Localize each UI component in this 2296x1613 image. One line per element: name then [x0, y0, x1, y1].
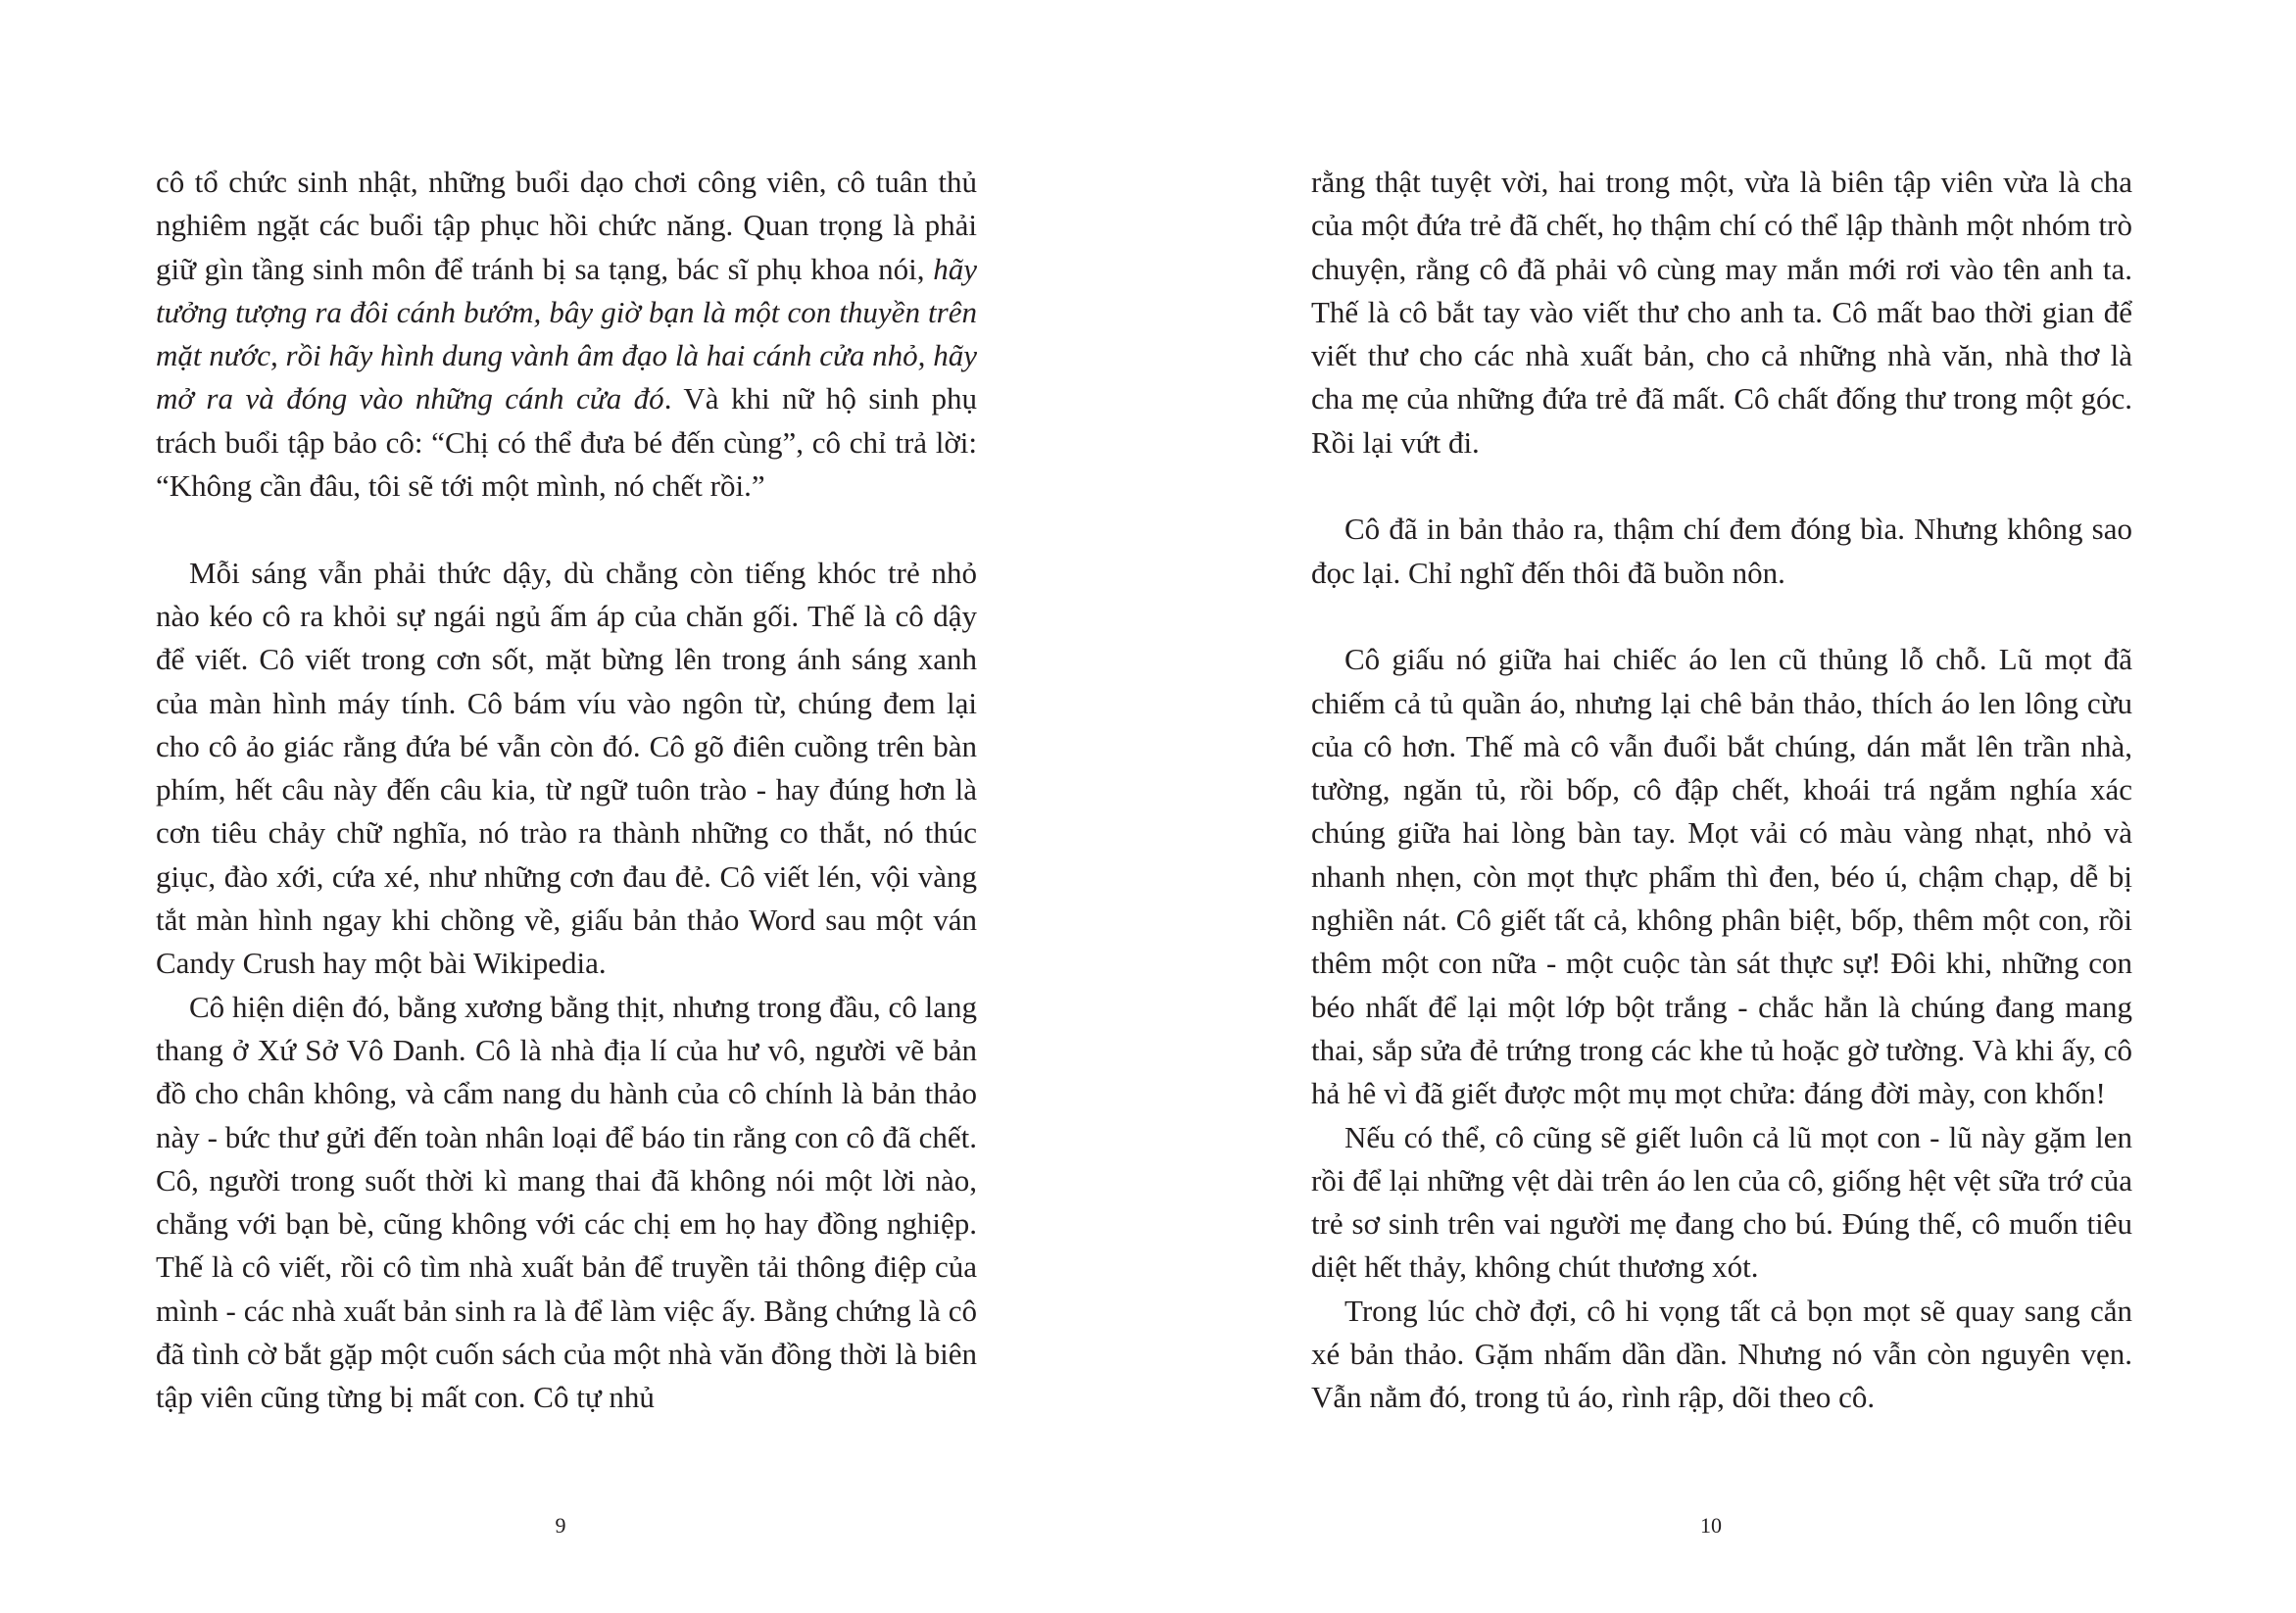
text-run: . Và khi nữ hộ sinh phụ trách buổi tập bảo cô: “Chị có thể đưa bé đến cùng”, cô chỉ trả lời: “Không cần đâu, tôi sẽ tới một mình, nó chết rồi.” — [156, 381, 977, 504]
right-page-text — [1311, 161, 2132, 1420]
paragraph: Mỗi sáng vẫn phải thức dậy, dù chẳng còn tiếng khóc trẻ nhỏ nào kéo cô ra khỏi sự ngái ngủ ấm áp của chăn gối. Thế là cô dậy để viết. Cô viết trong cơn sốt, mặt bừng lên trong ánh sáng xanh của màn hình máy tính. Cô bám víu vào ngôn từ, chúng đem lại cho cô ảo giác rằng đứa bé vẫn còn đó. Cô gõ điên cuồng trên bàn phím, hết câu này đến câu kia, từ ngữ tuôn trào - hay đúng hơn là cơn tiêu chảy chữ nghĩa, nó trào ra thành những co thắt, nó thúc giục, đào xới, cứa xé, như những cơn đau đẻ. Cô viết lén, vội vàng tắt màn hình ngay khi chồng về, giấu bản thảo Word sau một ván Candy Crush hay một bài Wikipedia. — [156, 555, 977, 981]
paragraph: rằng thật tuyệt vời, hai trong một, vừa là biên tập viên vừa là cha của một đứa trẻ đã chết, họ thậm chí có thể lập thành một nhóm trò chuyện, rằng cô đã phải vô cùng may mắn mới rơi vào tên anh ta. Thế là cô bắt tay vào viết thư cho anh ta. Cô mất bao thời gian để viết thư cho các nhà xuất bản, cho cả những nhà văn, nhà thơ là cha mẹ của những đứa trẻ đã mất. Cô chất đống thư trong một góc. Rồi lại vứt đi. — [1311, 165, 2132, 460]
paragraph: Cô đã in bản thảo ra, thậm chí đem đóng bìa. Nhưng không sao đọc lại. Chỉ nghĩ đến thôi đã buồn nôn. — [1311, 512, 2132, 590]
italic-text-run: hãy tưởng tượng ra đôi cánh bướm, bây giờ bạn là một con thuyền trên mặt nước, rồi hãy hình dung vành âm đạo là hai cánh cửa nhỏ, hãy mở ra và đóng vào những cánh cửa đó — [156, 251, 977, 416]
page-number: 10 — [1700, 1513, 1722, 1538]
page-number: 9 — [555, 1513, 566, 1538]
paragraph — [156, 161, 977, 508]
paragraph: Cô giấu nó giữa hai chiếc áo len cũ thủng lỗ chỗ. Lũ mọt đã chiếm cả tủ quần áo, nhưng lại chê bản thảo, thích áo len lông cừu của cô hơn. Thế mà cô vẫn đuổi bắt chúng, dán mắt lên trần nhà, tường, ngăn tủ, rồi bốp, cô đập chết, khoái trá ngắm nghía xác chúng giữa hai lòng bàn tay. Mọt vải có màu vàng nhạt, nhỏ và nhanh nhẹn, còn mọt thực phẩm thì đen, béo ú, chậm chạp, dễ bị nghiền nát. Cô giết tất cả, không phân biệt, bốp, thêm một con, rồi thêm một con nữa - một cuộc tàn sát thực sự! Đôi khi, những con béo nhất để lại một lớp bột trắng - chắc hẳn là chúng đang mang thai, sắp sửa đẻ trứng trong các khe tủ hoặc gờ tường. Và khi ấy, cô hả hê vì đã giết được một mụ mọt chửa: đáng đời mày, con khốn! — [1311, 642, 2132, 1111]
left-page-text — [156, 161, 977, 1420]
paragraph: Cô hiện diện đó, bằng xương bằng thịt, nhưng trong đầu, cô lang thang ở Xứ Sở Vô Danh. Cô là nhà địa lí của hư vô, người vẽ bản đồ cho chân không, và cẩm nang du hành của cô chính là bản thảo này - bức thư gửi đến toàn nhân loại để báo tin rằng con cô đã chết. Cô, người trong suốt thời kì mang thai đã không nói một lời nào, chẳng với bạn bè, cũng không với các chị em họ hay đồng nghiệp. Thế là cô viết, rồi cô tìm nhà xuất bản để truyền tải thông điệp của mình - các nhà xuất bản sinh ra là để làm việc ấy. Bằng chứng là cô đã tình cờ bắt gặp một cuốn sách của một nhà văn đồng thời là biên tập viên cũng từng bị mất con. Cô tự nhủ — [156, 989, 977, 1415]
paragraph: Nếu có thể, cô cũng sẽ giết luôn cả lũ mọt con - lũ này gặm len rồi để lại những vệt dài trên áo len của cô, giống hệt vệt sữa trớ của trẻ sơ sinh trên vai người mẹ đang cho bú. Đúng thế, cô muốn tiêu diệt hết thảy, không chút thương xót. — [1311, 1119, 2132, 1285]
right-page — [1148, 0, 2296, 1613]
text-run: cô tổ chức sinh nhật, những buổi dạo chơi công viên, cô tuân thủ nghiêm ngặt các buổi tập phục hồi chức năng. Quan trọng là phải giữ gìn tầng sinh môn để tránh bị sa tạng, bác sĩ phụ khoa nói, — [156, 165, 977, 286]
paragraph: Trong lúc chờ đợi, cô hi vọng tất cả bọn mọt sẽ quay sang cắn xé bản thảo. Gặm nhấm dần dần. Nhưng nó vẫn còn nguyên vẹn. Vẫn nằm đó, trong tủ áo, rình rập, dõi theo cô. — [1311, 1293, 2132, 1415]
